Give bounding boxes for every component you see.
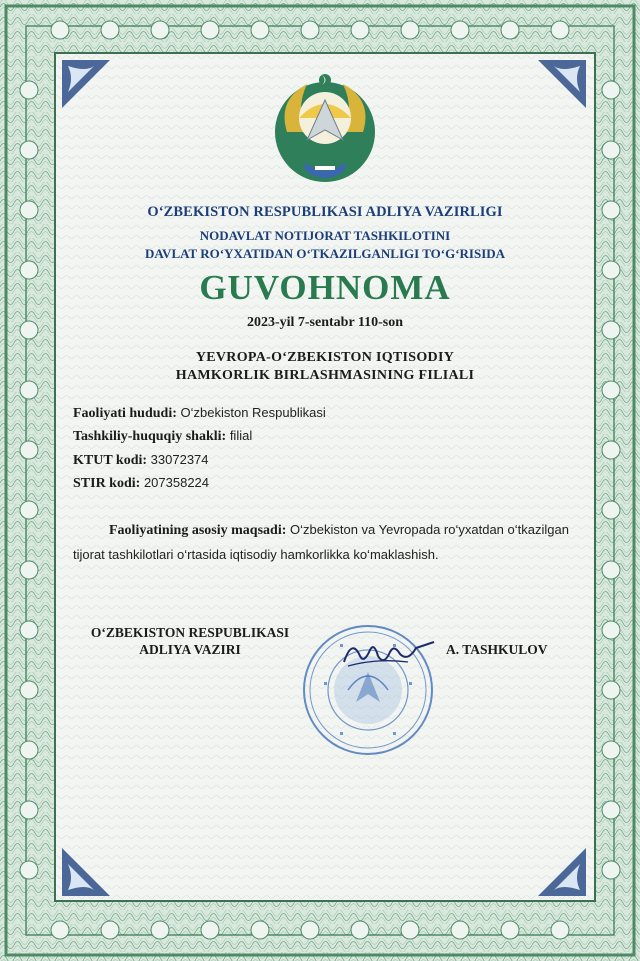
signatory-title-line-2: ADLIYA VAZIRI [139,642,241,657]
organization-name-line-2: HAMKORLIK BIRLASHMASINING FILIALI [175,368,475,383]
state-emblem-icon [267,70,383,190]
subtitle-line-1: NODAVLAT NOTIJORAT TASHKILOTINI [199,228,451,243]
signature-icon [338,632,438,672]
field-value: 207358224 [143,475,210,490]
corner-ornament-icon [536,846,588,898]
document-title: GUVOHNOMA [199,268,451,307]
signatory-title-line-1: O‘ZBEKISTON RESPUBLIKASI [90,625,290,640]
signatory-name: A. TASHKULOV [446,642,548,657]
field-legal-form [73,428,252,445]
ministry-heading: O‘ZBEKISTON RESPUBLIKASI ADLIYA VAZIRLIGI [147,204,503,220]
organization-name-line-1: YEVROPA-O‘ZBEKISTON IQTISODIY [195,350,455,365]
purpose-text: O‘zbekiston va Yevropada ro‘yxatdan o‘tkazilgan tijorat tashkilotlari o‘rtasida iqtisodiy hamkorlikka ko‘maklashish. [73,522,569,562]
field-stir-code [73,475,209,492]
field-label: KTUT kodi: [73,453,148,468]
field-value: 33072374 [150,452,209,467]
field-label: Faoliyati hududi: [73,406,177,421]
field-label: STIR kodi: [73,476,141,491]
field-value: filial [229,428,253,443]
subtitle-line-2: DAVLAT RO‘YXATIDAN O‘TKAZILGANLIGI TO‘G‘RISIDA [144,246,506,261]
purpose-paragraph [73,518,573,567]
corner-ornament-icon [536,58,588,110]
field-label: Tashkiliy-huquqiy shakli: [73,429,227,444]
purpose-label: Faoliyatining asosiy maqsadi: [109,523,287,538]
field-activity-region [73,405,326,422]
field-value: O‘zbekiston Respublikasi [180,405,326,420]
corner-ornament-icon [60,846,112,898]
corner-ornament-icon [60,58,112,110]
issue-date-number: 2023-yil 7-sentabr 110-son [246,315,404,330]
field-ktut-code [73,452,209,469]
